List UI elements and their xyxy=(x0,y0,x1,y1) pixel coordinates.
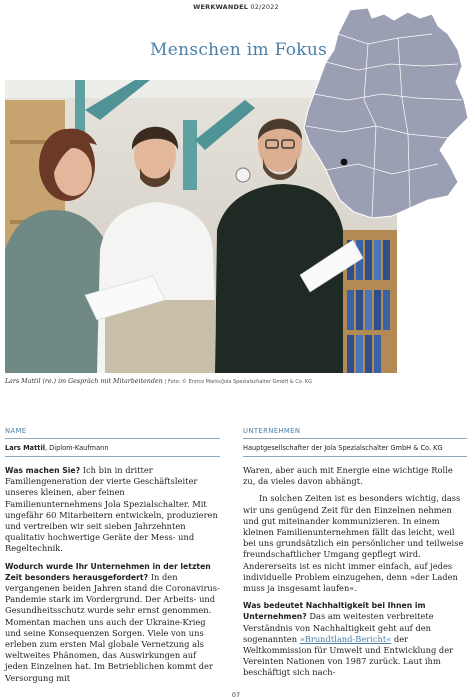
question: Wodurch wurde Ihr Unternehmen in der letzten Zeit besonders herausgefordert? xyxy=(5,561,211,582)
person-name-bold: Lars Mattil xyxy=(5,444,45,452)
caption-text: Lars Mattil (re.) im Gespräch mit Mitarbeitenden xyxy=(5,378,163,385)
name-label: NAME xyxy=(5,427,220,439)
answer-continued: der Weltkommission für Umwelt und Entwicklung der Vereinten Nationen von 1987 zurück. Laut ihm beschäftigt sich nach- xyxy=(243,633,454,678)
left-column xyxy=(5,427,220,690)
photo-credit: | Foto: © Enrico Marks/Jola Spezialschalter GmbH & Co. KG xyxy=(164,379,313,385)
paragraph: Waren, aber auch mit Energie eine wichtige Rolle zu, da vieles davon abhängt. xyxy=(243,465,453,487)
photo-caption xyxy=(5,378,312,385)
paragraph xyxy=(243,493,467,594)
brundtland-link[interactable]: »Brundtland-Bericht« xyxy=(299,633,392,644)
person-name xyxy=(5,444,220,457)
question: Was bedeutet Nachhaltigkeit bei Ihnen im Unternehmen? xyxy=(243,601,426,622)
paragraph xyxy=(5,465,220,555)
issue-number: 02/2022 xyxy=(250,3,279,11)
question: Was machen Sie? xyxy=(5,466,81,475)
germany-map xyxy=(298,4,470,226)
magazine-name: WERKWANDEL xyxy=(193,3,249,11)
left-body xyxy=(5,465,220,684)
person-title: , Diplom-Kaufmann xyxy=(44,444,109,452)
right-column xyxy=(243,427,467,685)
company-label: UNTERNEHMEN xyxy=(243,427,467,439)
answer: Ich bin in dritter Familiengeneration der vierte Geschäftsleiter unseres kleinen, aber feinen Familienunternehmens Jola Spezialschalter. Mit ungefähr 60 Mitarbeitern entwickeln, produzieren und vertreiben wir seit sieben Jahrzehnten qualitativ hochwertige Geräte der Mess- und Regeltechnik. xyxy=(5,465,218,554)
page-headline: Menschen im Fokus xyxy=(150,40,328,60)
page-number: 07 xyxy=(231,691,241,699)
company-role: Hauptgesellschafter der Jola Spezialschalter GmbH & Co. KG xyxy=(243,444,467,457)
answer: In den vergangenen beiden Jahren stand die Coronavirus-Pandemie stark im Vordergrund. Der Arbeits- und Gesundheitsschutz wurde sehr ernst genommen. Momentan machen uns auch der Ukraine-Krieg und seine Konsequenzen Sorgen. Viele von uns erleben zum ersten Mal globale Vernetzung als weltweites Phänomen, das Auswirkungen auf jeden Einzelnen hat. Im Betrieblichen kommt der Versorgung mit xyxy=(5,571,220,683)
location-marker xyxy=(341,159,348,166)
answer: Das am weitesten verbreitete Verständnis von Nachhaltigkeit geht auf den sogenannten xyxy=(243,611,434,644)
paragraph xyxy=(5,561,220,684)
right-body xyxy=(243,465,467,679)
paragraph xyxy=(243,600,467,678)
paragraph-text: In solchen Zeiten ist es besonders wichtig, dass wir uns genügend Zeit für den Einzelnen nehmen und gut miteinander kommunizieren. In einem kleinen Familienunternehmen fällt das leicht, weil bei uns grundsätzlich ein persönlicher und teilweise freundschaftlicher Umgang gepflegt wird. Andererseits ist es nicht immer einfach, auf jedes individuelle Problem einzugehen, denn »der Laden muss ja insgesamt laufen«. xyxy=(243,493,464,594)
